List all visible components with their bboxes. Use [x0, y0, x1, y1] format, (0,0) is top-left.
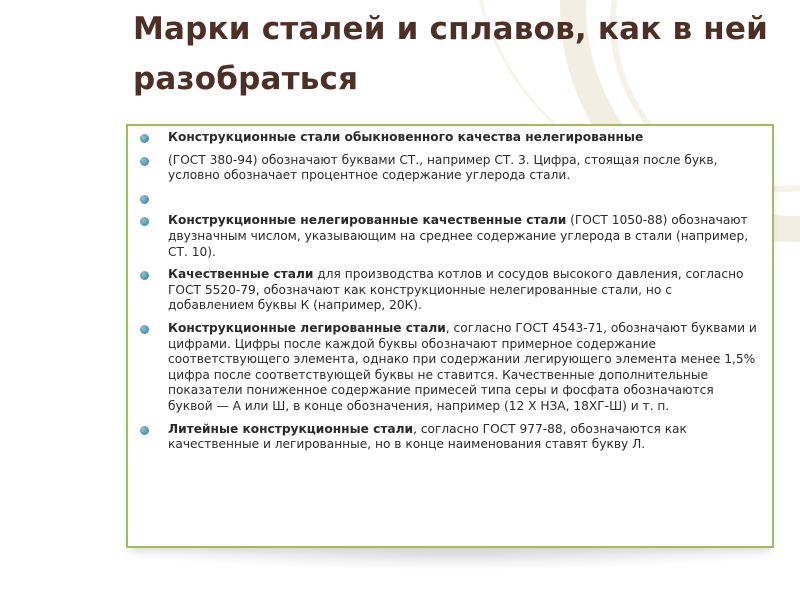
bullet-dot-icon: [140, 325, 149, 334]
bullet-dot-icon: [140, 134, 149, 143]
bullet-item: [128, 267, 772, 314]
bullet-dot-icon: [140, 426, 149, 435]
bullet-text: , согласно ГОСТ 977-88, обозначаются как качественные и легированные, но в конце наименования ставят букву Л.: [168, 421, 687, 452]
bullet-dot-icon: [140, 195, 149, 204]
bullet-text: , согласно ГОСТ 4543-71, обозначают буквами и цифрами. Цифры после каждой буквы обозначают примерное содержание соответствующего элемента, однако при содержании легирующего элемента менее 1,5% цифра после соответствующей буквы не ставится. Качественные дополнительные показатели пониженное содержание примесей типа серы и фосфата обозначаются буквой — А или Ш, в конце обозначения, например (12 Х НЗА, 18ХГ-Ш) и т. п.: [168, 320, 757, 413]
bullet-strong-text: Конструкционные стали обыкновенного качества нелегированные: [168, 130, 644, 144]
bullet-dot-icon: [140, 157, 149, 166]
bullet-dot-icon: [140, 217, 149, 226]
slide-title: Марки сталей и сплавов, как в ней разобраться: [133, 11, 769, 97]
bullet-item: [128, 153, 772, 184]
bullet-strong-text: Конструкционные нелегированные качественные стали: [168, 213, 567, 228]
bullet-strong-text: Литейные конструкционные стали: [168, 421, 414, 436]
bullet-strong-text: Конструкционные легированные стали: [168, 320, 446, 335]
bullet-item: [128, 321, 772, 415]
bullet-item-empty: [128, 191, 772, 207]
bullet-item: [128, 130, 772, 146]
bullet-text: (ГОСТ 380-94) обозначают буквами СТ., например СТ. 3. Цифра, стоящая после букв, условно обозначает процентное содержание углерода стали.: [168, 152, 718, 183]
bullet-strong-text: Качественные стали: [168, 267, 314, 282]
bullet-text: для производства котлов и сосудов высокого давления, согласно ГОСТ 5520-79, обозначают как конструкционные нелегированные стали, но с добавлением буквы К (например, 20К).: [168, 267, 744, 313]
bullet-item: [128, 422, 772, 453]
bullet-item: [128, 213, 772, 260]
content-box: [126, 124, 774, 548]
bullet-text: (ГОСТ 1050-88) обозначают двузначным числом, указывающим на среднее содержание углерода в стали (например, СТ. 10).: [168, 213, 749, 259]
bullet-list: [128, 130, 772, 453]
bullet-dot-icon: [140, 271, 149, 280]
